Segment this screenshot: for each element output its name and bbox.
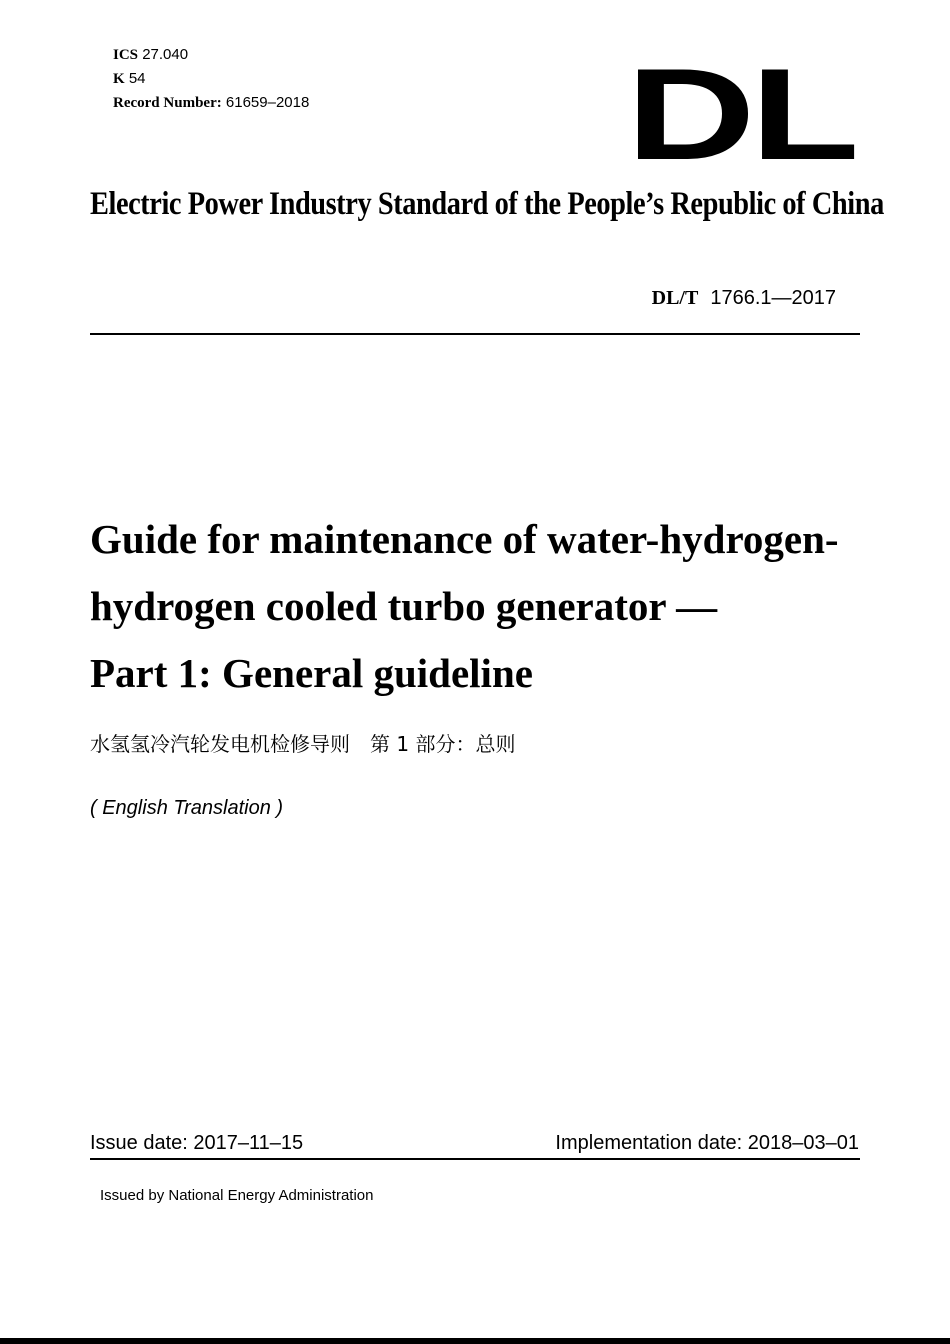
k-label: K: [113, 71, 125, 87]
issue-date: Issue date: 2017–11–15: [90, 1132, 304, 1154]
chinese-title: 水氢氢冷汽轮发电机检修导则 第 1 部分：总则: [90, 732, 516, 756]
translation-note: ( English Translation ): [90, 797, 284, 819]
record-number: [113, 91, 309, 115]
dl-logo: DL: [626, 41, 855, 187]
standard-title: Electric Power Industry Standard of the People’s Republic of China: [90, 186, 884, 222]
record-value: 61659–2018: [225, 94, 310, 111]
issuing-authority: Issued by National Energy Administration: [100, 1187, 374, 1204]
header-divider: [90, 333, 860, 335]
k-code: [113, 67, 309, 91]
footer-divider: [90, 1158, 860, 1160]
ics-label: ICS: [113, 47, 139, 63]
standard-code: [652, 287, 836, 310]
implementation-date: Implementation date: 2018–03–01: [555, 1132, 859, 1154]
record-label: Record Number:: [113, 95, 222, 111]
standard-code-number: 1766.1—2017: [710, 287, 836, 309]
standard-code-prefix: DL/T: [651, 287, 699, 309]
page-bottom-edge: [0, 1338, 950, 1344]
title-line-3: Part 1: General guideline: [90, 650, 533, 696]
classification-block: [113, 43, 309, 115]
ics-value: 27.040: [142, 46, 189, 63]
document-title: [90, 506, 870, 707]
ics-code: [113, 43, 309, 67]
title-line-1: Guide for maintenance of water-hydrogen-: [90, 516, 839, 562]
title-line-2: hydrogen cooled turbo generator —: [90, 583, 718, 629]
k-value: 54: [128, 70, 146, 87]
